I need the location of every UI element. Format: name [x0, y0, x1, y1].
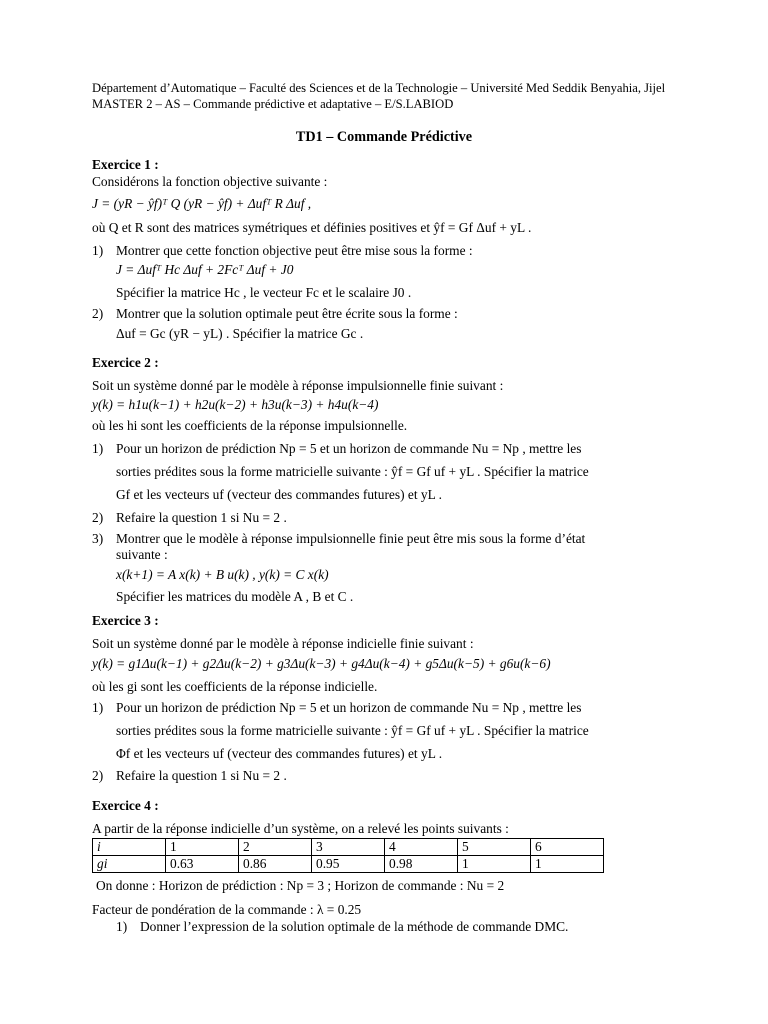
ex1-intro: Considérons la fonction objective suivante :	[92, 174, 328, 189]
ex2-q1-number: 1)	[92, 441, 104, 456]
table-cell: gi	[93, 856, 166, 873]
table-cell: 1	[166, 839, 239, 856]
table-cell: 6	[531, 839, 604, 856]
table-cell: 0.95	[312, 856, 385, 873]
ex3-q1-line1: Pour un horizon de prédiction Np = 5 et un horizon de commande Nu = Np , mettre les	[116, 700, 582, 715]
ex1-q2-number: 2)	[92, 306, 104, 321]
table-cell: 0.63	[166, 856, 239, 873]
ex4-q1-text: Donner l’expression de la solution optimale de la méthode de commande DMC.	[140, 919, 569, 934]
table-cell: 5	[458, 839, 531, 856]
ex2-q3-number: 3)	[92, 531, 104, 546]
ex4-intro: A partir de la réponse indicielle d’un système, on a relevé les points suivants :	[92, 821, 509, 836]
header-institution: Département d’Automatique – Faculté des Sciences et de la Technologie – Université Med Seddik Benyahia, Jijel	[92, 81, 666, 95]
ex2-q2-text: Refaire la question 1 si Nu = 2 .	[116, 510, 287, 525]
ex3-q2-number: 2)	[92, 768, 104, 783]
ex1-q1-formula: J = Δufᵀ Hc Δuf + 2Fcᵀ Δuf + J0	[116, 262, 294, 277]
table-cell: 2	[239, 839, 312, 856]
ex2-q2-number: 2)	[92, 510, 104, 525]
ex2-q3-specify: Spécifier les matrices du modèle A , B et C .	[116, 589, 354, 604]
table-cell: 3	[312, 839, 385, 856]
ex2-intro: Soit un système donné par le modèle à réponse impulsionnelle finie suivant :	[92, 378, 504, 393]
ex2-q3-line2: suivante :	[116, 547, 168, 562]
ex1-q1-text: Montrer que cette fonction objective peut être mise sous la forme :	[116, 243, 473, 258]
ex2-q1-line1: Pour un horizon de prédiction Np = 5 et un horizon de commande Nu = Np , mettre les	[116, 441, 582, 456]
ex3-q1-line2: sorties prédites sous la forme matricielle suivante : ŷf = Gf uf + yL . Spécifier la matrice	[116, 723, 589, 738]
ex2-q1-line3: Gf et les vecteurs uf (vecteur des commandes futures) et yL .	[116, 487, 442, 502]
ex3-heading: Exercice 3 :	[92, 613, 159, 628]
ex4-q1-number: 1)	[116, 919, 128, 934]
ex2-formula: y(k) = h1u(k−1) + h2u(k−2) + h3u(k−3) + h4u(k−4)	[92, 397, 379, 412]
ex3-q2-text: Refaire la question 1 si Nu = 2 .	[116, 768, 287, 783]
table-row	[93, 856, 604, 873]
header-course: MASTER 2 – AS – Commande prédictive et adaptative – E/S.LABIOD	[92, 97, 454, 111]
ex1-formula-j: J = (yR − ŷf)ᵀ Q (yR − ŷf) + Δufᵀ R Δuf ,	[92, 196, 312, 211]
ex3-q1-line3: Φf et les vecteurs uf (vecteur des commandes futures) et yL .	[116, 746, 443, 761]
table-row	[93, 839, 604, 856]
ex3-q1-number: 1)	[92, 700, 104, 715]
ex3-where: où les gi sont les coefficients de la réponse indicielle.	[92, 679, 378, 694]
ex1-where: où Q et R sont des matrices symétriques et définies positives et ŷf = Gf Δuf + yL .	[92, 220, 532, 235]
ex2-q3-line1: Montrer que le modèle à réponse impulsionnelle finie peut être mis sous la forme d’état	[116, 531, 586, 546]
ex1-q1-number: 1)	[92, 243, 104, 258]
table-cell: 1	[458, 856, 531, 873]
ex1-q2-text: Montrer que la solution optimale peut être écrite sous la forme :	[116, 306, 458, 321]
ex3-formula: y(k) = g1Δu(k−1) + g2Δu(k−2) + g3Δu(k−3) + g4Δu(k−4) + g5Δu(k−5) + g6u(k−6)	[92, 656, 551, 671]
ex4-given: On donne : Horizon de prédiction : Np = 3 ; Horizon de commande : Nu = 2	[96, 878, 505, 893]
table-cell: i	[93, 839, 166, 856]
step-response-table	[92, 838, 604, 873]
ex1-q1-specify: Spécifier la matrice Hc , le vecteur Fc et le scalaire J0 .	[116, 285, 412, 300]
ex2-heading: Exercice 2 :	[92, 355, 159, 370]
table-cell: 0.98	[385, 856, 458, 873]
page-title: TD1 – Commande Prédictive	[295, 129, 473, 145]
ex1-heading: Exercice 1 :	[92, 157, 159, 172]
table-cell: 4	[385, 839, 458, 856]
ex2-q1-line2: sorties prédites sous la forme matricielle suivante : ŷf = Gf uf + yL . Spécifier la matrice	[116, 464, 589, 479]
ex2-where: où les hi sont les coefficients de la réponse impulsionnelle.	[92, 418, 408, 433]
ex4-weight: Facteur de pondération de la commande : λ = 0.25	[92, 902, 362, 917]
ex3-intro: Soit un système donné par le modèle à réponse indicielle finie suivant :	[92, 636, 474, 651]
ex2-q3-formula: x(k+1) = A x(k) + B u(k) , y(k) = C x(k)	[116, 567, 329, 582]
ex1-q2-formula: Δuf = Gc (yR − yL) . Spécifier la matrice Gc .	[116, 326, 364, 341]
table-cell: 1	[531, 856, 604, 873]
ex4-heading: Exercice 4 :	[92, 798, 159, 813]
table-cell: 0.86	[239, 856, 312, 873]
